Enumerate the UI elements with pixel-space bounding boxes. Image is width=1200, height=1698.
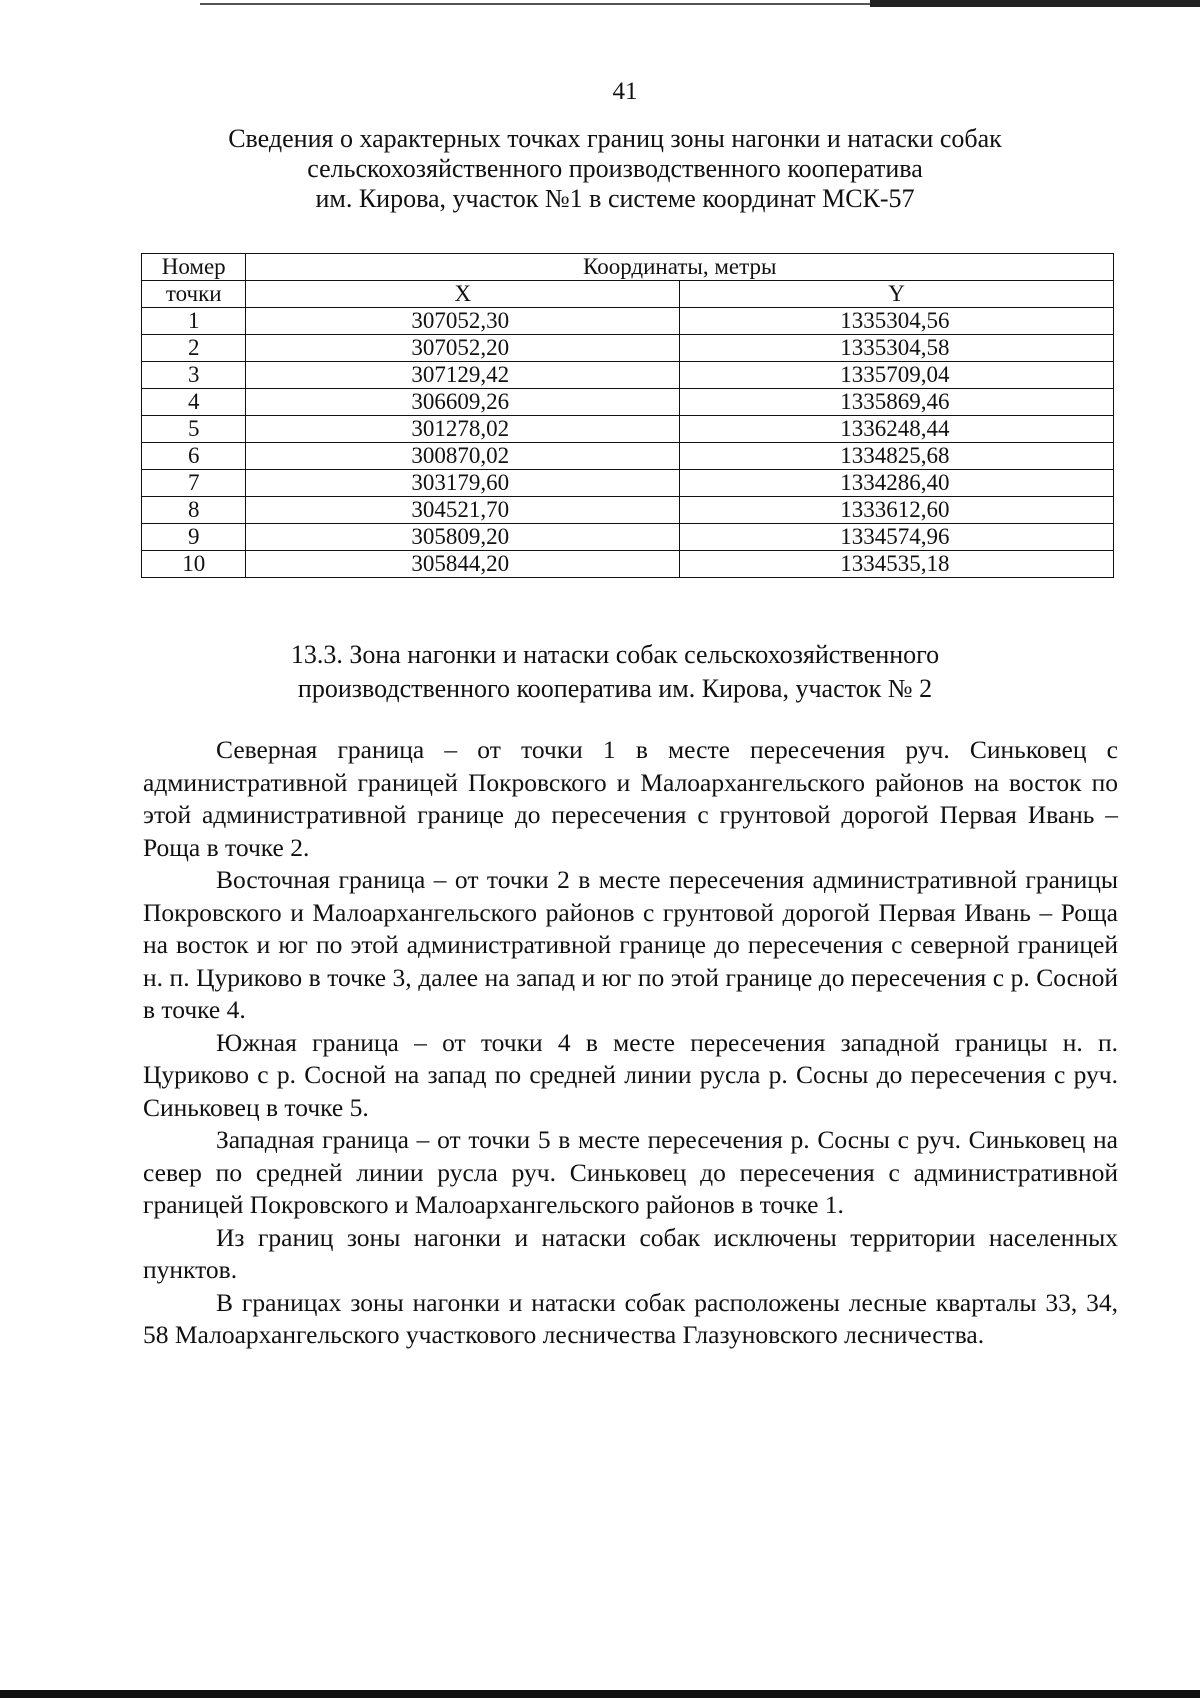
caption-line-3: им. Кирова, участок №1 в системе координат МСК-57 [315, 184, 915, 213]
point-number-cell: 3 [142, 362, 246, 389]
y-coordinate-cell: 1334574,96 [680, 524, 1114, 551]
header-coordinates: Координаты, метры [246, 254, 1114, 281]
paragraph-east-boundary: Восточная граница – от точки 2 в месте пересечения административной границы Покровского и Малоархангельского районов с грунтовой дорогой Первая Ивань – Роща на восток и юг по этой административной границе до пересечения с северной границей н. п. Цуриково в точке 3, далее на запад и юг по этой границе до пересечения с р. Сосной в точке 4. [143, 865, 1118, 1024]
x-coordinate-cell: 307129,42 [246, 362, 680, 389]
table-row [142, 335, 1114, 362]
header-point-number-top: Номер [142, 254, 246, 281]
section-title-line-2: производственного кооператива им. Кирова, участок № 2 [297, 674, 933, 703]
table-row [142, 443, 1114, 470]
paragraph-west-boundary: Западная граница – от точки 5 в месте пересечения р. Сосны с руч. Синьковец на север по средней линии русла руч. Синьковец до пересечения с административной границей Покровского и Малоархангельского районов в точке 1. [143, 1125, 1118, 1219]
x-coordinate-cell: 303179,60 [246, 470, 680, 497]
y-coordinate-cell: 1334825,68 [680, 443, 1114, 470]
x-coordinate-cell: 306609,26 [246, 389, 680, 416]
point-number-cell: 2 [142, 335, 246, 362]
table-row [142, 524, 1114, 551]
y-coordinate-cell: 1333612,60 [680, 497, 1114, 524]
point-number-cell: 8 [142, 497, 246, 524]
table-row [142, 551, 1114, 578]
scan-edge-bottom [0, 1690, 1200, 1698]
header-point-number-bottom: точки [142, 281, 246, 308]
point-number-cell: 7 [142, 470, 246, 497]
x-coordinate-cell: 301278,02 [246, 416, 680, 443]
page-number: 41 [612, 78, 638, 105]
header-y: Y [680, 281, 1114, 308]
table-header-row [142, 254, 1114, 281]
x-coordinate-cell: 307052,20 [246, 335, 680, 362]
x-coordinate-cell: 304521,70 [246, 497, 680, 524]
y-coordinate-cell: 1335709,04 [680, 362, 1114, 389]
y-coordinate-cell: 1334535,18 [680, 551, 1114, 578]
paragraph-south-boundary: Южная граница – от точки 4 в месте пересечения западной границы н. п. Цуриково с р. Сосной на запад по средней линии русла р. Сосны до пересечения с руч. Синьковец в точке 5. [143, 1027, 1118, 1122]
point-number-cell: 10 [142, 551, 246, 578]
y-coordinate-cell: 1334286,40 [680, 470, 1114, 497]
caption-line-2: сельскохозяйственного производственного кооператива [307, 154, 923, 183]
boundary-description [143, 734, 1118, 1352]
y-coordinate-cell: 1335304,58 [680, 335, 1114, 362]
table-subheader-row [142, 281, 1114, 308]
x-coordinate-cell: 307052,30 [246, 308, 680, 335]
scan-edge-top-dark [870, 0, 1200, 7]
table-body [142, 308, 1114, 578]
x-coordinate-cell: 305809,20 [246, 524, 680, 551]
paragraph-forest-quarters: В границах зоны нагонки и натаски собак расположены лесные кварталы 33, 34, 58 Малоархангельского участкового лесничества Глазуновского лесничества. [143, 1287, 1118, 1349]
paragraph-north-boundary: Северная граница – от точки 1 в месте пересечения руч. Синьковец с административной границей Покровского и Малоархангельского районов на восток по этой административной границе до пересечения с грунтовой дорогой Первая Ивань – Роща в точке 2. [143, 735, 1118, 862]
coordinates-table [141, 253, 1114, 578]
table-caption [160, 124, 1070, 214]
table-row [142, 362, 1114, 389]
paragraph-exclusions: Из границ зоны нагонки и натаски собак исключены территории населенных пунктов. [143, 1222, 1118, 1284]
point-number-cell: 1 [142, 308, 246, 335]
point-number-cell: 4 [142, 389, 246, 416]
point-number-cell: 5 [142, 416, 246, 443]
y-coordinate-cell: 1336248,44 [680, 416, 1114, 443]
header-x: X [246, 281, 680, 308]
point-number-cell: 9 [142, 524, 246, 551]
table-row [142, 497, 1114, 524]
point-number-cell: 6 [142, 443, 246, 470]
y-coordinate-cell: 1335304,56 [680, 308, 1114, 335]
x-coordinate-cell: 300870,02 [246, 443, 680, 470]
section-title-line-1: 13.3. Зона нагонки и натаски собак сельскохозяйственного [290, 640, 940, 669]
x-coordinate-cell: 305844,20 [246, 551, 680, 578]
table-row [142, 470, 1114, 497]
table-row [142, 416, 1114, 443]
y-coordinate-cell: 1335869,46 [680, 389, 1114, 416]
table-row [142, 389, 1114, 416]
caption-line-1: Сведения о характерных точках границ зоны нагонки и натаски собак [228, 124, 1002, 153]
section-title [160, 638, 1070, 706]
table-row [142, 308, 1114, 335]
